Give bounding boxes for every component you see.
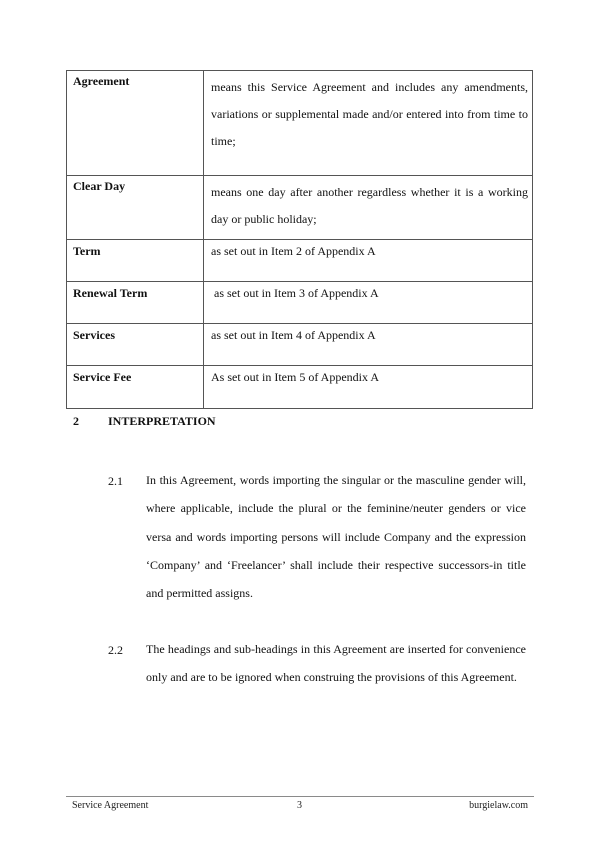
definition-meaning: as set out in Item 4 of Appendix A — [204, 324, 533, 366]
definition-meaning: as set out in Item 3 of Appendix A — [204, 282, 533, 324]
definition-row — [67, 240, 533, 282]
definition-term: Agreement — [67, 71, 204, 176]
definition-term: Term — [67, 240, 204, 282]
footer-divider — [66, 796, 534, 797]
definition-row — [67, 324, 533, 366]
definition-row — [67, 366, 533, 409]
definition-row — [67, 176, 533, 240]
footer-document-title: Service Agreement — [72, 800, 149, 811]
definition-row — [67, 71, 533, 176]
definition-meaning: means this Service Agreement and includes any amendments, variations or supplemental made and/or entered into from time to time; — [204, 71, 533, 176]
footer-page-number: 3 — [297, 800, 302, 811]
clause-number: 2.2 — [108, 643, 123, 657]
definition-row — [67, 282, 533, 324]
definitions-table — [66, 70, 533, 409]
definition-term: Clear Day — [67, 176, 204, 240]
clause-text: In this Agreement, words importing the singular or the masculine gender will, where applicable, include the plural or the feminine/neuter genders or vice versa and words importing persons will include Company and the expression ‘Company’ and ‘Freelancer’ shall include their respective successors-in title and permitted assigns. — [146, 473, 526, 601]
clause-number: 2.1 — [108, 474, 123, 488]
definition-term: Renewal Term — [67, 282, 204, 324]
section-title: INTERPRETATION — [108, 414, 216, 428]
definition-term: Service Fee — [67, 366, 204, 409]
definition-meaning: means one day after another regardless whether it is a working day or public holiday; — [204, 176, 533, 240]
definition-meaning: as set out in Item 2 of Appendix A — [204, 240, 533, 282]
section-number: 2 — [73, 414, 79, 428]
definition-meaning: As set out in Item 5 of Appendix A — [204, 366, 533, 409]
definition-term: Services — [67, 324, 204, 366]
footer-website: burgielaw.com — [469, 800, 528, 811]
clause-text: The headings and sub-headings in this Agreement are inserted for convenience only and are to be ignored when construing the provisions of this Agreement. — [146, 642, 526, 685]
